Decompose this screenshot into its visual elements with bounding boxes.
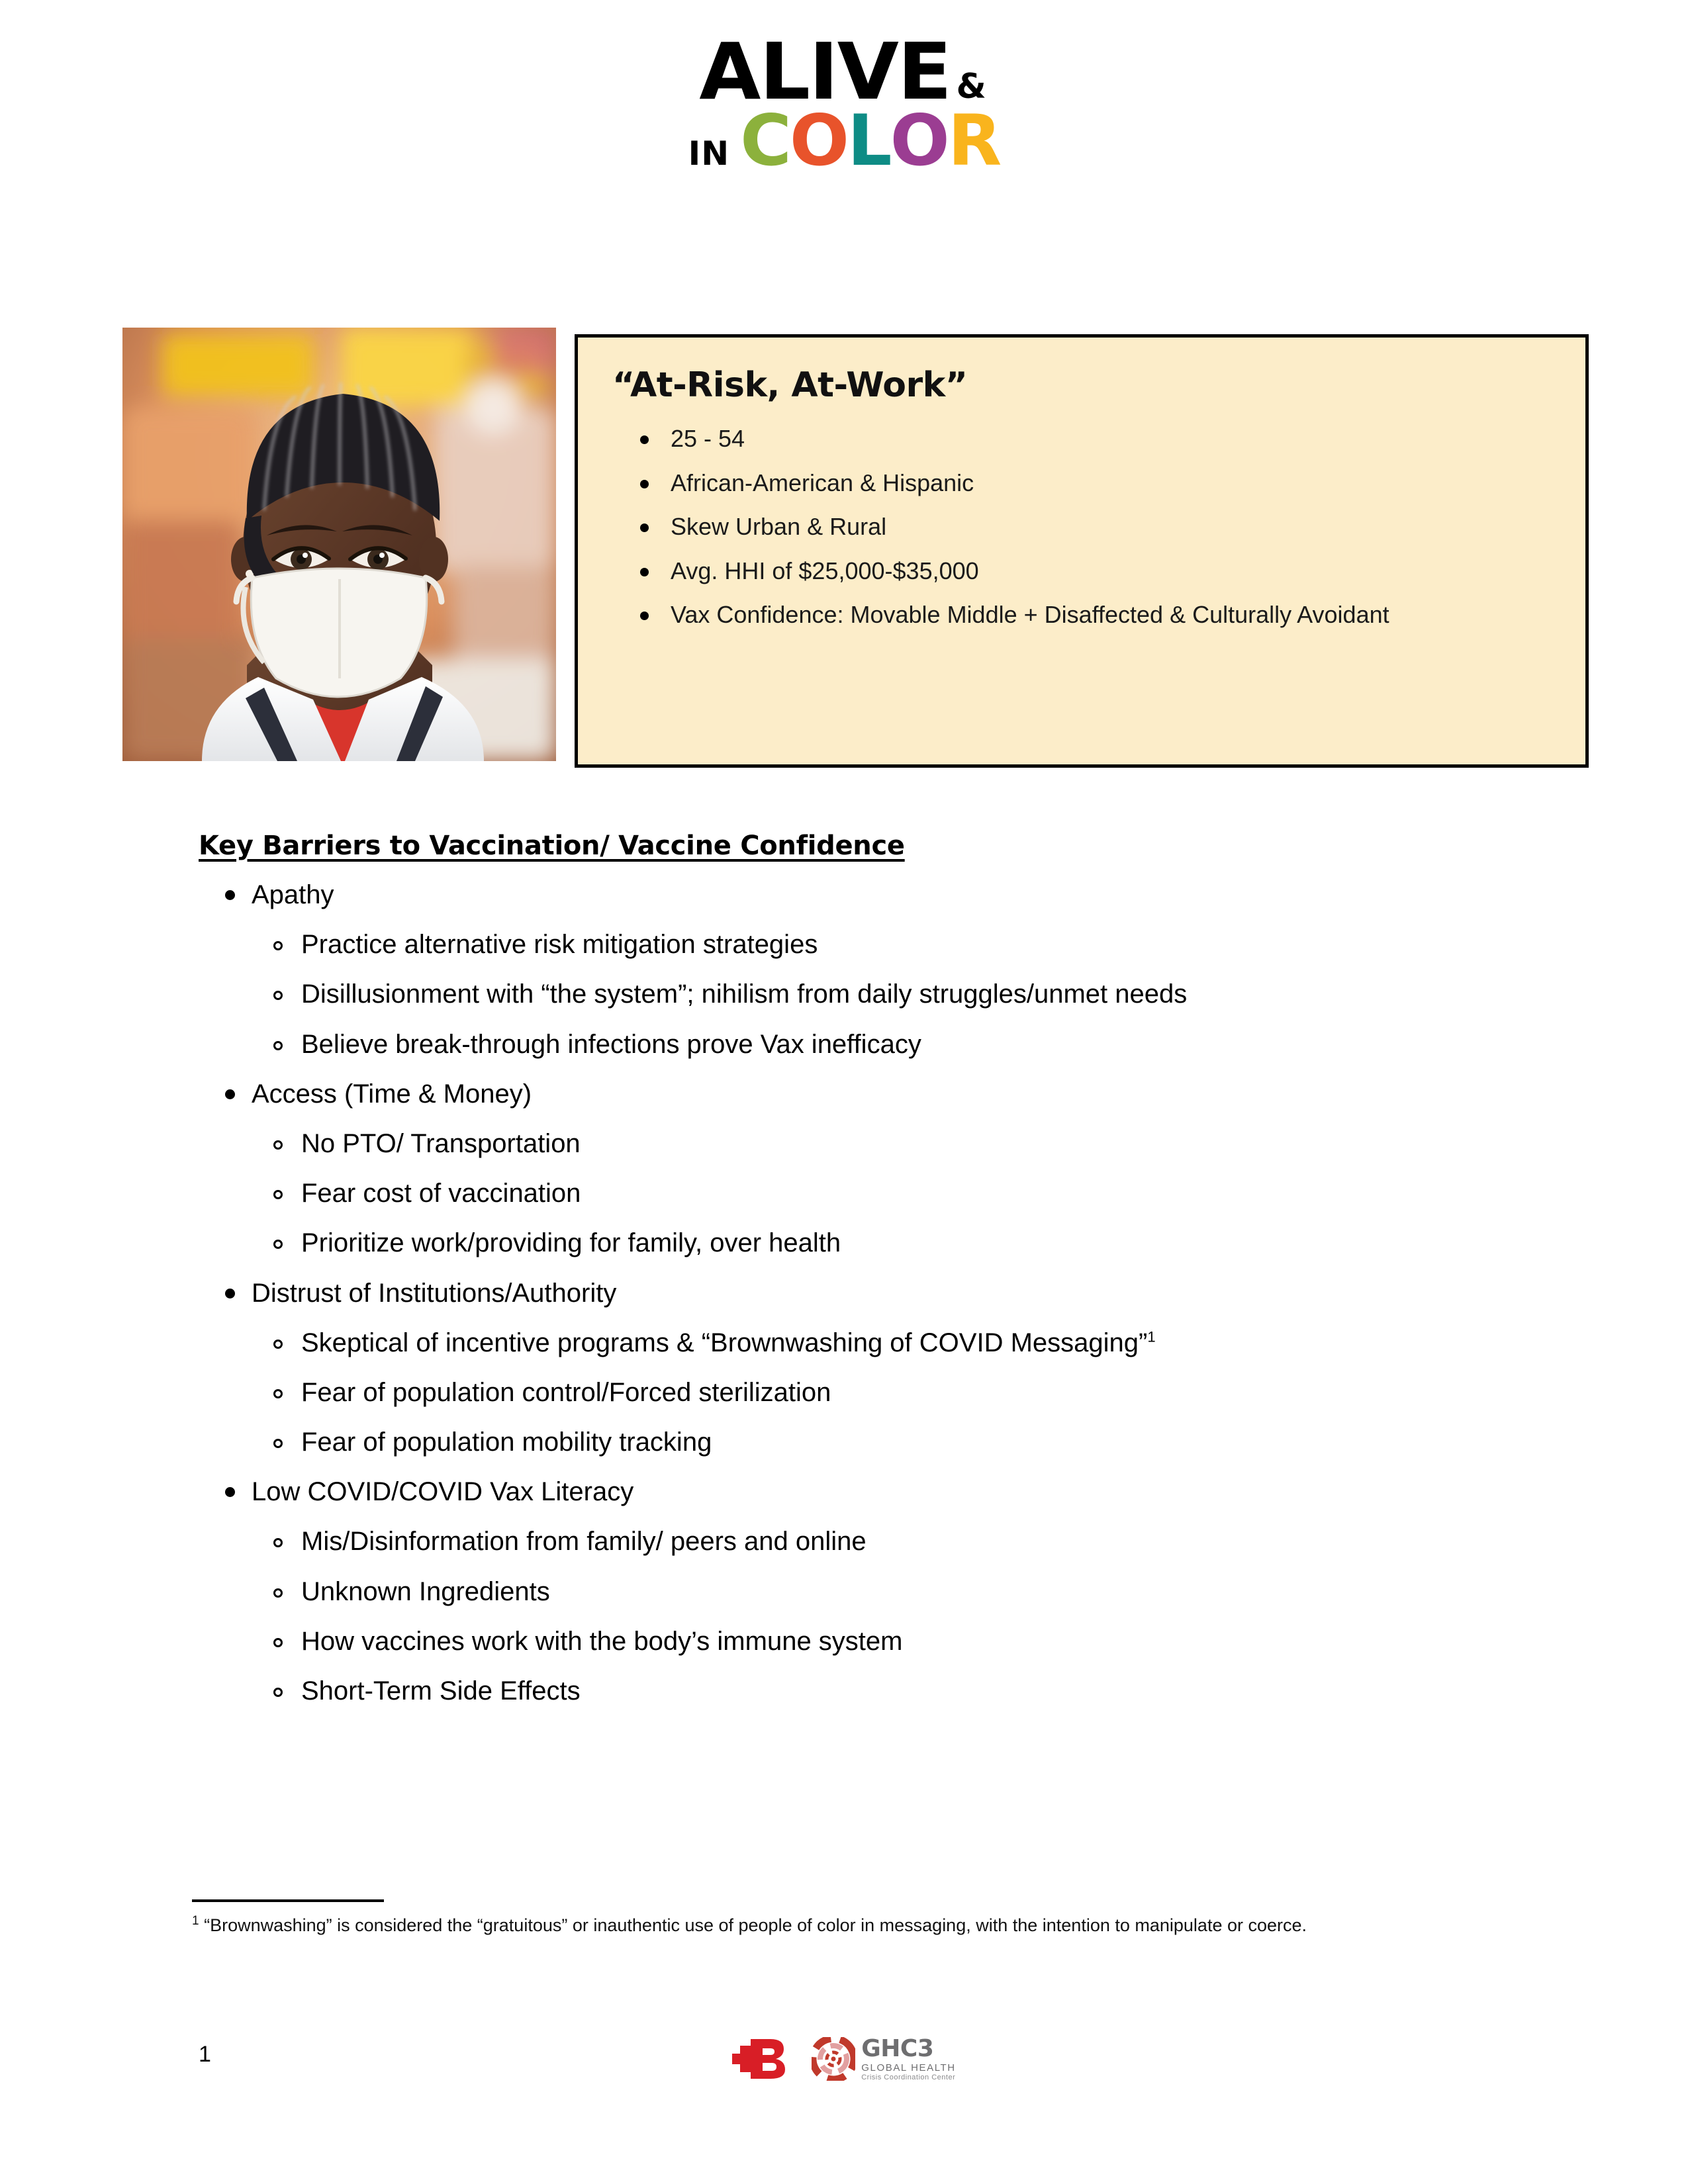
ghc3-wordmark — [861, 2034, 956, 2081]
logo-word-alive: ALIVE — [699, 26, 951, 117]
brand-logo — [0, 26, 1688, 182]
barrier-sub-item — [252, 1119, 1523, 1169]
barrier-sub-item — [252, 920, 1523, 970]
callout-bullet: Skew Urban & Rural — [612, 505, 1559, 549]
page-number: 1 — [199, 2042, 211, 2067]
barrier-sub-item — [252, 1666, 1523, 1716]
logo-word-color — [740, 100, 1000, 182]
barrier-sub-item — [252, 1517, 1523, 1567]
logo-line-alive — [699, 26, 986, 117]
ghc3-lifering-icon — [812, 2037, 855, 2081]
hero-section — [122, 328, 1589, 771]
inline-footnote-marker[interactable]: 1 — [1147, 1328, 1156, 1345]
barrier-sub-list — [252, 920, 1523, 1069]
callout-title: “At-Risk, At-Work” — [612, 365, 968, 405]
barrier-sub-item-text: Mis/Disinformation from family/ peers and online — [301, 1527, 867, 1557]
barrier-sub-item-text: Unknown Ingredients — [301, 1576, 550, 1606]
barrier-sub-list — [252, 1517, 1523, 1716]
ghc3-name: GHC3 — [861, 2034, 934, 2062]
main-content — [199, 831, 1523, 1716]
barrier-sub-item — [252, 1567, 1523, 1617]
barrier-sub-item — [252, 1218, 1523, 1268]
barrier-group — [199, 870, 1523, 1069]
callout-bullet: Avg. HHI of $25,000-$35,000 — [612, 549, 1559, 594]
worker-photo — [122, 328, 556, 761]
callout-bullet: African-American & Hispanic — [612, 461, 1559, 506]
barrier-sub-list — [252, 1119, 1523, 1269]
logo-letter-4: R — [947, 100, 1000, 182]
barrier-sub-item — [252, 970, 1523, 1019]
barrier-sub-list — [252, 1318, 1523, 1468]
audience-callout-box — [575, 334, 1589, 768]
barrier-sub-item-text: Short-Term Side Effects — [301, 1676, 581, 1706]
ghc3-tagline: GLOBAL HEALTH — [861, 2062, 956, 2073]
barrier-sub-item — [252, 1418, 1523, 1467]
logo-line-in-color — [688, 100, 1000, 182]
barrier-sub-item-text: Disillusionment with “the system”; nihilism from daily struggles/unmet needs — [301, 979, 1188, 1009]
footnote-marker: 1 — [192, 1914, 199, 1928]
barrier-group-label: Access (Time & Money) — [252, 1079, 532, 1109]
logo-letter-2: L — [847, 100, 890, 182]
barrier-sub-item-text: Practice alternative risk mitigation strategies — [301, 930, 818, 960]
logo-word-in: IN — [688, 134, 730, 173]
callout-bullet-list — [612, 417, 1559, 637]
barrier-sub-item-text: Prioritize work/providing for family, over health — [301, 1228, 841, 1258]
logo-letter-1: O — [789, 100, 848, 182]
logo-ampersand: & — [956, 67, 986, 107]
barrier-group-label: Distrust of Institutions/Authority — [252, 1278, 617, 1308]
ghc3-logo — [812, 2034, 956, 2081]
barrier-group-label: Low COVID/COVID Vax Literacy — [252, 1477, 634, 1507]
barrier-sub-item-text: Fear cost of vaccination — [301, 1179, 581, 1208]
b-cross-logo-icon — [732, 2035, 792, 2083]
barrier-group-label: Apathy — [252, 880, 334, 909]
barrier-group — [199, 1467, 1523, 1716]
callout-bullet: 25 - 54 — [612, 417, 1559, 461]
footnote-text — [192, 1911, 1476, 1940]
barrier-sub-item-text: Fear of population mobility tracking — [301, 1428, 712, 1457]
barrier-group — [199, 1269, 1523, 1468]
barrier-sub-item — [252, 1020, 1523, 1069]
logo-letter-3: O — [890, 100, 948, 182]
barrier-sub-item-text: Fear of population control/Forced sterilization — [301, 1377, 831, 1407]
footer-logos — [0, 2035, 1688, 2083]
barrier-sub-item-text: Believe break-through infections prove Vax inefficacy — [301, 1029, 921, 1059]
footnote-separator-rule — [192, 1899, 384, 1902]
barrier-sub-item — [252, 1617, 1523, 1666]
barrier-sub-item — [252, 1368, 1523, 1418]
barrier-sub-item — [252, 1169, 1523, 1218]
barriers-list — [199, 870, 1523, 1716]
section-heading-key-barriers: Key Barriers to Vaccination/ Vaccine Confidence — [199, 831, 905, 861]
callout-bullet: Vax Confidence: Movable Middle + Disaffected & Culturally Avoidant — [612, 593, 1559, 637]
ghc3-subtitle: Crisis Coordination Center — [861, 2073, 956, 2081]
logo-letter-0: C — [740, 100, 790, 182]
barrier-sub-item — [252, 1318, 1523, 1368]
barrier-sub-item-text: Skeptical of incentive programs & “Brownwashing of COVID Messaging” — [301, 1328, 1148, 1357]
footnote-body: “Brownwashing” is considered the “gratuitous” or inauthentic use of people of color in messaging, with the intention to manipulate or coerce. — [204, 1915, 1307, 1935]
barrier-sub-item-text: No PTO/ Transportation — [301, 1128, 581, 1158]
barrier-sub-item-text: How vaccines work with the body’s immune system — [301, 1626, 903, 1656]
barrier-group — [199, 1069, 1523, 1269]
